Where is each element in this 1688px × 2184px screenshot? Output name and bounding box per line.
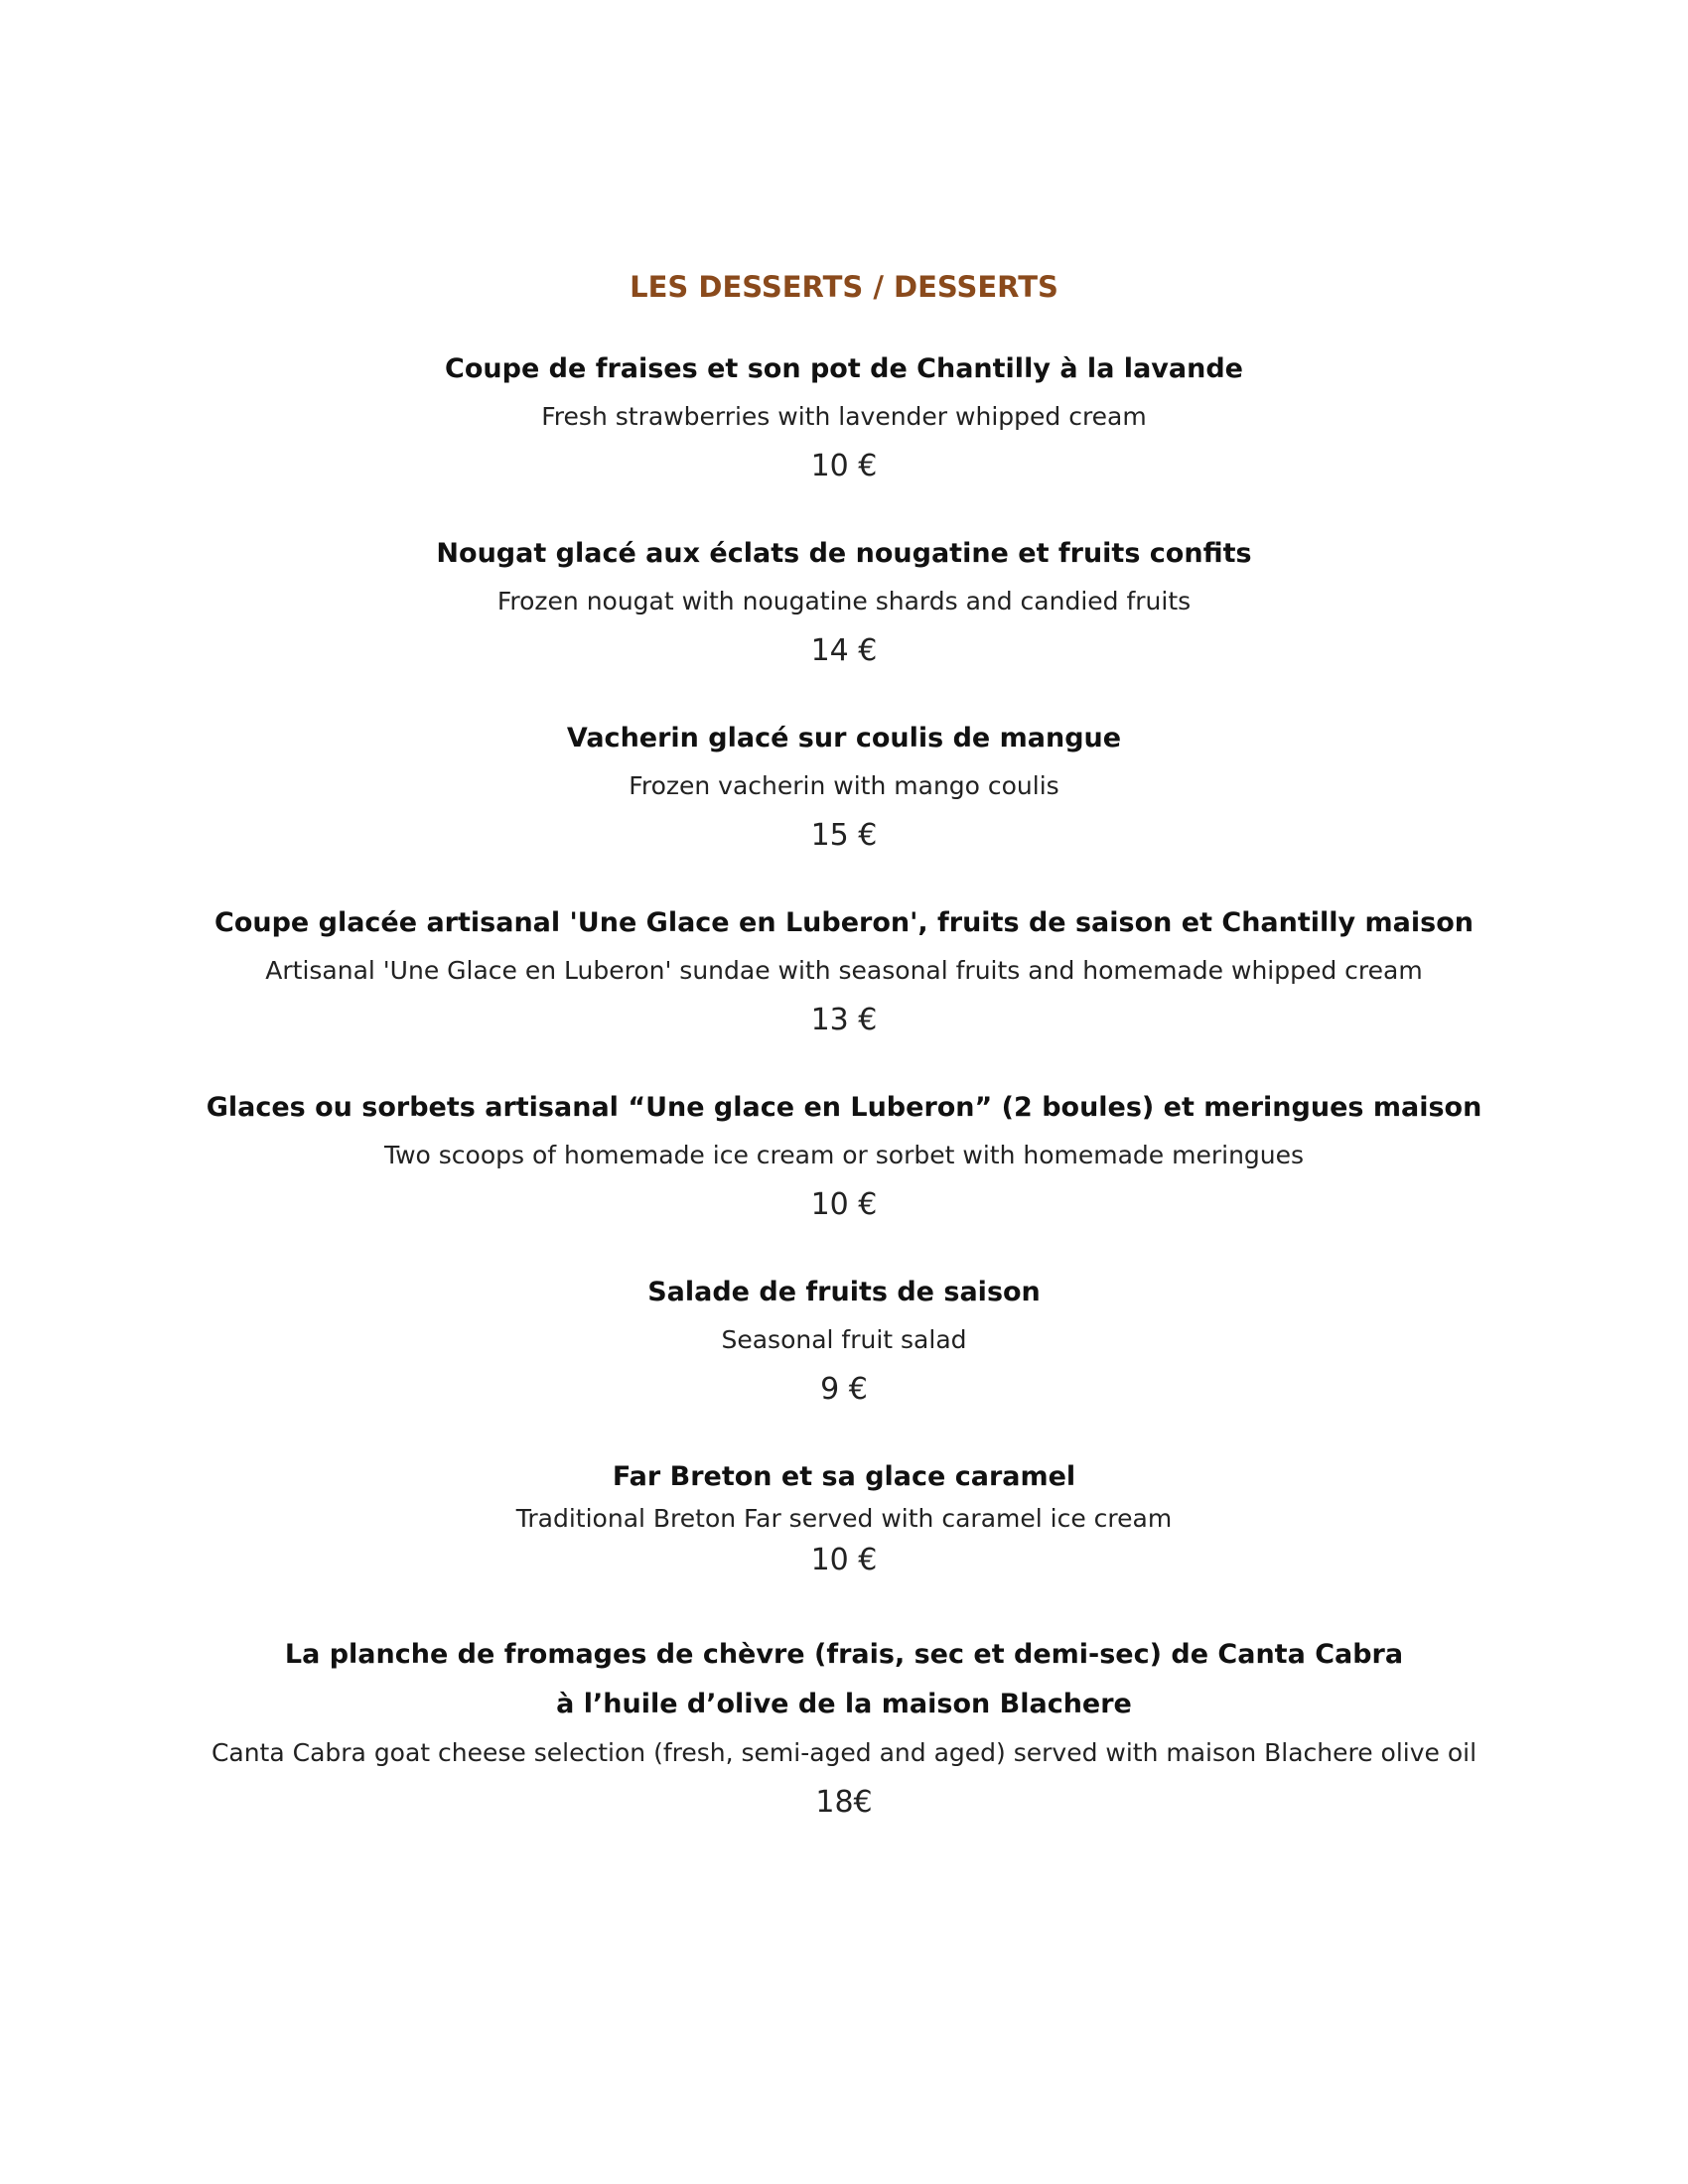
item-description: Two scoops of homemade ice cream or sorbet with homemade meringues	[383, 1141, 1305, 1169]
item-price: 10 €	[810, 1543, 878, 1577]
item-price: 18€	[815, 1785, 873, 1820]
item-name: Coupe de fraises et son pot de Chantilly à la lavande	[445, 353, 1243, 384]
item-description: Artisanal 'Une Glace en Luberon' sundae with seasonal fruits and homemade whipped cream	[265, 956, 1423, 985]
menu-item-glaces-sorbets	[0, 1088, 1688, 1225]
item-price: 15 €	[810, 818, 878, 853]
item-price: 14 €	[810, 633, 878, 668]
menu-item-strawberries	[0, 349, 1688, 486]
item-name: Vacherin glacé sur coulis de mangue	[566, 723, 1122, 753]
item-price: 9 €	[820, 1372, 868, 1407]
item-name: Nougat glacé aux éclats de nougatine et fruits confits	[436, 538, 1252, 569]
menu-item-nougat	[0, 534, 1688, 671]
item-name: Salade de fruits de saison	[647, 1277, 1041, 1307]
item-name: Far Breton et sa glace caramel	[612, 1461, 1076, 1492]
item-name: Glaces ou sorbets artisanal “Une glace en Luberon” (2 boules) et meringues maison	[206, 1092, 1482, 1123]
menu-item-coupe-glacee	[0, 903, 1688, 1040]
menu-item-far-breton	[0, 1457, 1688, 1580]
menu-item-vacherin	[0, 719, 1688, 856]
item-price: 10 €	[810, 449, 878, 483]
item-description: Traditional Breton Far served with caramel ice cream	[515, 1504, 1173, 1533]
item-description: Fresh strawberries with lavender whipped cream	[541, 402, 1147, 431]
item-description: Canta Cabra goat cheese selection (fresh, semi-aged and aged) served with maison Blachere olive oil	[211, 1738, 1477, 1767]
section-title: LES DESSERTS / DESSERTS	[630, 270, 1058, 304]
item-name-line-1: La planche de fromages de chèvre (frais, sec et demi-sec) de Canta Cabra	[284, 1639, 1404, 1670]
item-description: Frozen vacherin with mango coulis	[629, 771, 1059, 800]
item-price: 13 €	[810, 1003, 878, 1037]
item-name-line-2: à l’huile d’olive de la maison Blachere	[556, 1689, 1132, 1719]
menu-item-cheese-board	[0, 1630, 1688, 1823]
item-price: 10 €	[810, 1187, 878, 1222]
item-name: Coupe glacée artisanal 'Une Glace en Luberon', fruits de saison et Chantilly maison	[214, 907, 1474, 938]
menu-item-fruit-salad	[0, 1273, 1688, 1410]
item-description: Frozen nougat with nougatine shards and candied fruits	[496, 587, 1192, 615]
item-description: Seasonal fruit salad	[721, 1325, 967, 1354]
